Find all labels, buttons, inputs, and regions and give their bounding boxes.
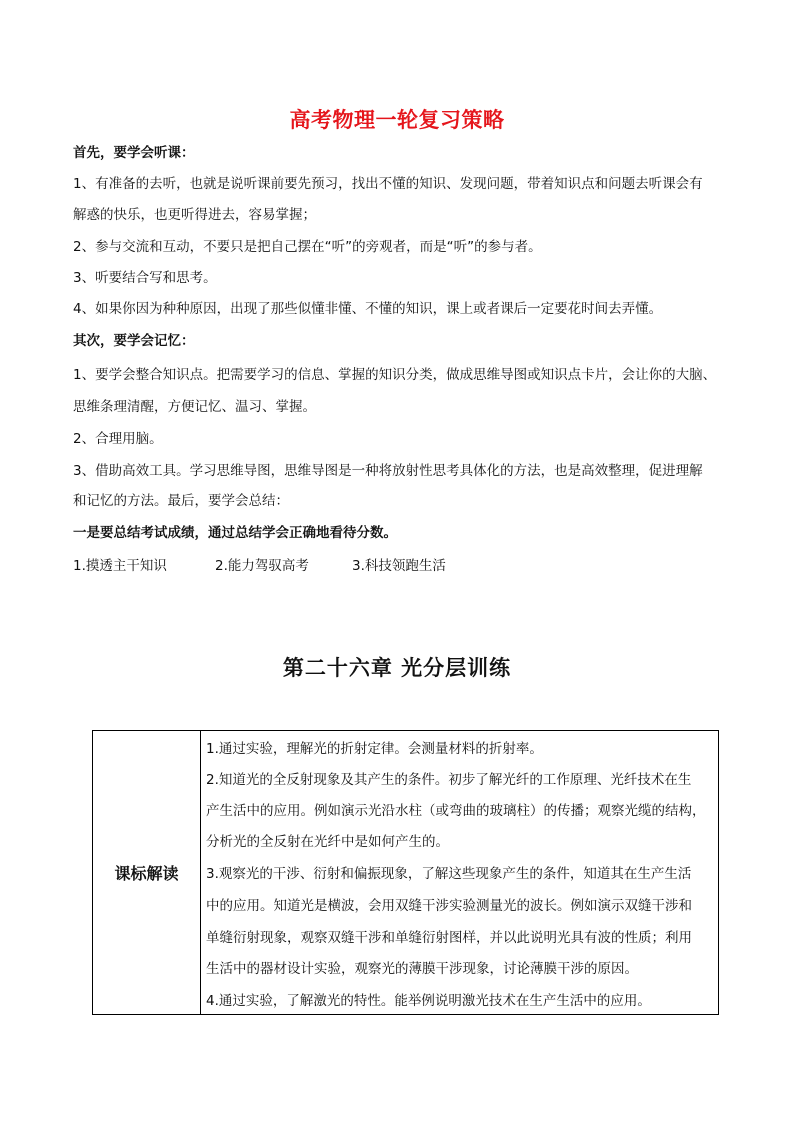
standard-line: 产生活中的应用。例如演示光沿水柱（或弯曲的玻璃柱）的传播；观察光缆的结构， xyxy=(206,803,706,819)
key-point-item: 3.科技领跑生活 xyxy=(352,558,446,574)
standard-line: 分析光的全反射在光纤中是如何产生的。 xyxy=(206,834,449,850)
section2-p3-line1: 3、借助高效工具。学习思维导图，思维导图是一种将放射性思考具体化的方法，也是高效整理，促进理解 xyxy=(73,463,703,479)
section1-heading: 首先，要学会听课： xyxy=(73,145,195,161)
section1-p1-line1: 1、有准备的去听，也就是说听课前要先预习，找出不懂的知识、发现问题，带着知识点和问题去听课会有 xyxy=(73,176,703,192)
curriculum-standards-table xyxy=(92,730,719,1015)
section1-p2: 2、参与交流和互动，不要只是把自己摆在“听”的旁观者，而是“听”的参与者。 xyxy=(73,239,542,255)
standard-line: 中的应用。知道光是横波，会用双缝干涉实验测量光的波长。例如演示双缝干涉和 xyxy=(206,898,692,914)
chapter-title: 第二十六章 光分层训练 xyxy=(282,655,512,680)
table-label-cell: 课标解读 xyxy=(93,731,201,1014)
standard-line: 1.通过实验，理解光的折射定律。会测量材料的折射率。 xyxy=(206,741,543,757)
standard-line: 4.通过实验，了解激光的特性。能举例说明激光技术在生产生活中的应用。 xyxy=(206,993,651,1009)
section2-p3-line2: 和记忆的方法。最后，要学会总结： xyxy=(73,493,289,509)
section1-p1-line2: 解惑的快乐，也更听得进去，容易掌握； xyxy=(73,207,316,223)
section1-p4: 4、如果你因为种种原因，出现了那些似懂非懂、不懂的知识，课上或者课后一定要花时间去弄懂。 xyxy=(73,301,663,317)
page-title: 高考物理一轮复习策略 xyxy=(289,108,505,132)
key-point-item: 2.能力驾驭高考 xyxy=(215,558,309,574)
key-points-row xyxy=(73,556,446,576)
standard-line: 单缝衍射现象，观察双缝干涉和单缝衍射图样，并以此说明光具有波的性质；利用 xyxy=(206,930,692,946)
standard-line: 生活中的器材设计实验，观察光的薄膜干涉现象，讨论薄膜干涉的原因。 xyxy=(206,961,638,977)
section2-p1-line2: 思维条理清醒，方便记忆、温习、掌握。 xyxy=(73,399,316,415)
section2-p2: 2、合理用脑。 xyxy=(73,431,163,447)
section2-summary: 一是要总结考试成绩，通过总结学会正确地看待分数。 xyxy=(73,525,397,541)
section2-p1-line1: 1、要学会整合知识点。把需要学习的信息、掌握的知识分类，做成思维导图或知识点卡片，会让你的大脑、 xyxy=(73,367,717,383)
section1-p3: 3、听要结合写和思考。 xyxy=(73,270,217,286)
section2-heading: 其次，要学会记忆： xyxy=(73,333,195,349)
key-point-item: 1.摸透主干知识 xyxy=(73,558,167,574)
standard-line: 2.知道光的全反射现象及其产生的条件。初步了解光纤的工作原理、光纤技术在生 xyxy=(206,772,692,788)
standard-line: 3.观察光的干涉、衍射和偏振现象，了解这些现象产生的条件，知道其在生产生活 xyxy=(206,866,692,882)
